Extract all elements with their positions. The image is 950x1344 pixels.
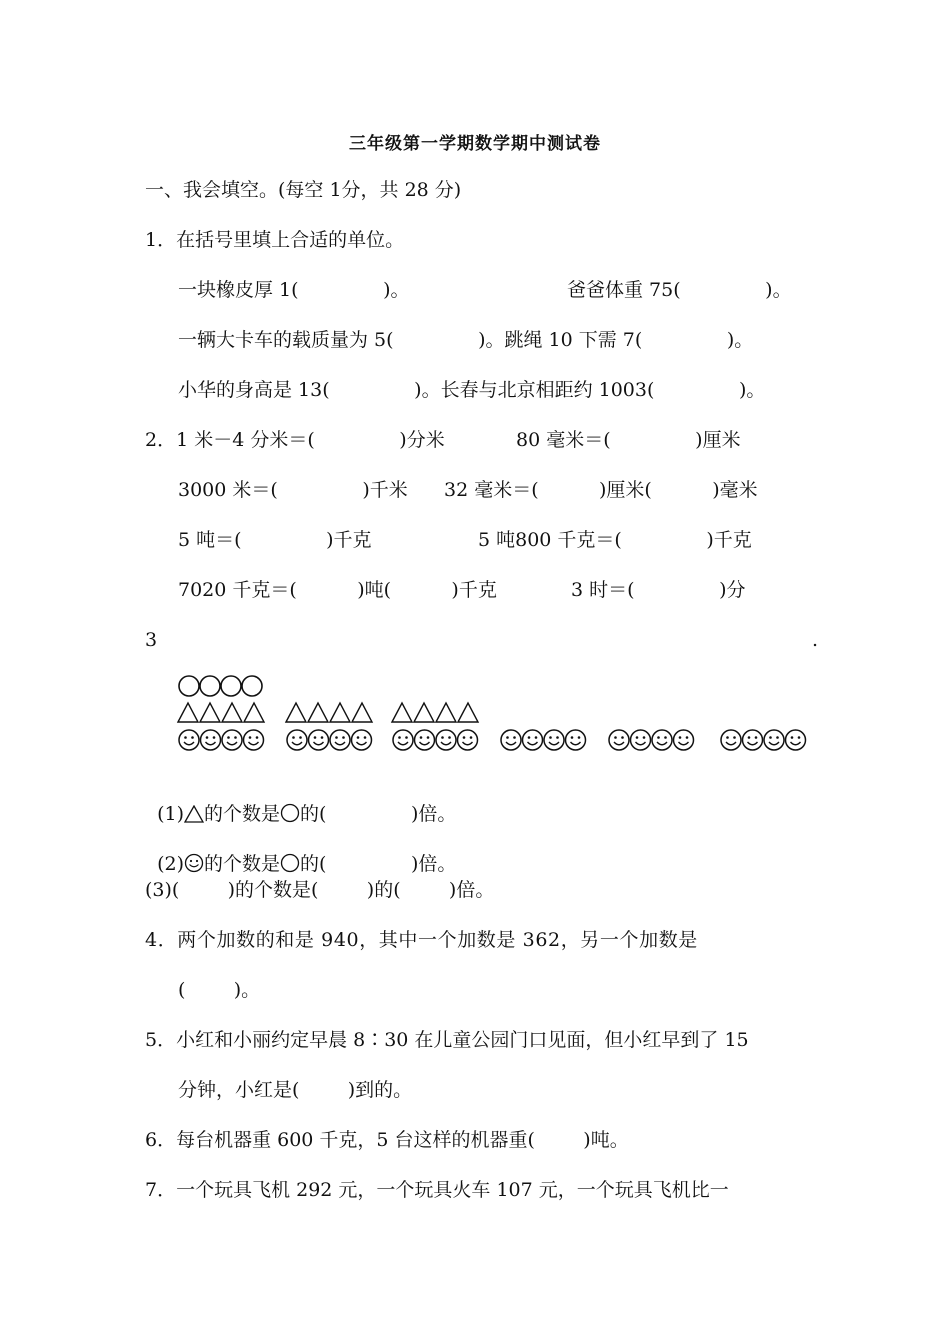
smiley-icon (352, 730, 372, 750)
smiley-icon (393, 730, 413, 750)
smiley-icon (436, 730, 456, 750)
q6-line-1: 6．每台机器重 600 千克，5 台这样的机器重( )吨。 (145, 1129, 629, 1151)
smiley-icon (523, 730, 543, 750)
q2-item-2: 80 毫米＝( )厘米 (516, 429, 741, 451)
smiley-groups-icon (176, 727, 816, 753)
q3-part-3: (3)( )的个数是( )的( )倍。 (145, 879, 495, 901)
smiley-icon (415, 730, 435, 750)
q3-part2-prefix: (2) (157, 853, 185, 875)
smiley-icon (764, 730, 784, 750)
q5-line-1: 5．小红和小丽约定早晨 8∶30 在儿童公园门口见面，但小红早到了 15 (145, 1029, 749, 1051)
smiley-icon (566, 730, 586, 750)
smiley-icon (458, 730, 478, 750)
smiley-icon (179, 730, 199, 750)
q3-part2-end: 的( )倍。 (300, 853, 457, 875)
q3-part1-end: 的( )倍。 (300, 803, 457, 825)
triangles-row (176, 700, 496, 724)
section-heading: 一、我会填空。(每空 1分，共 28 分) (145, 179, 462, 201)
smileys-row (176, 727, 816, 751)
q1-item-weight: 爸爸体重 75( )。 (567, 279, 792, 301)
q2-item-4: 32 毫米＝( )厘米( )毫米 (444, 479, 758, 501)
q4-line-2: ( )。 (178, 979, 261, 1001)
smiley-icon (743, 730, 763, 750)
triangle-groups-icon (176, 700, 496, 724)
q2-item-1: 2．1 米－4 分米＝( )分米 (145, 429, 445, 451)
q1-item-truck: 一辆大卡车的载质量为 5( )。跳绳 10 下需 7( )。 (178, 329, 754, 351)
q2-item-7: 7020 千克＝( )吨( )千克 (178, 579, 497, 601)
q2-item-8: 3 时＝( )分 (571, 579, 746, 601)
smiley-icon (609, 730, 629, 750)
smiley-icon (652, 730, 672, 750)
q5-line-2: 分钟，小红是( )到的。 (178, 1079, 413, 1101)
smiley-icon (544, 730, 564, 750)
q1-item-eraser: 一块橡皮厚 1( )。 (178, 279, 410, 301)
q1-item-height: 小华的身高是 13( )。长春与北京相距约 1003( )。 (178, 379, 766, 401)
q2-item-5: 5 吨＝( )千克 (178, 529, 372, 551)
q4-line-1: 4．两个加数的和是 940，其中一个加数是 362，另一个加数是 (145, 929, 698, 951)
q3-dot: . (812, 629, 819, 651)
smiley-icon (222, 730, 242, 750)
circle-icon (280, 853, 300, 873)
smiley-icon (309, 730, 329, 750)
circle-group-icon (178, 674, 268, 698)
q3-part1-text: 的个数是 (204, 803, 281, 825)
smiley-icon (330, 730, 350, 750)
triangle-icon (184, 805, 204, 823)
smiley-icon (631, 730, 651, 750)
q1-stem: 1．在括号里填上合适的单位。 (145, 229, 405, 251)
smiley-icon (721, 730, 741, 750)
smiley-icon (184, 853, 204, 873)
smiley-icon (244, 730, 264, 750)
page-title: 三年级第一学期数学期中测试卷 (349, 134, 601, 154)
smiley-icon (501, 730, 521, 750)
q3-part-1 (145, 778, 457, 825)
smiley-icon (201, 730, 221, 750)
circles-row (178, 674, 268, 698)
q3-part-2 (145, 828, 457, 875)
circle-icon (280, 803, 300, 823)
smiley-icon (786, 730, 806, 750)
q7-line-1: 7．一个玩具飞机 292 元，一个玩具火车 107 元，一个玩具飞机比一 (145, 1179, 729, 1201)
smiley-icon (674, 730, 694, 750)
q3-part1-prefix: (1) (157, 803, 185, 825)
q2-item-6: 5 吨800 千克＝( )千克 (478, 529, 752, 551)
q2-item-3: 3000 米＝( )千米 (178, 479, 408, 501)
smiley-icon (287, 730, 307, 750)
q3-number: 3 (145, 629, 158, 651)
q3-part2-text: 的个数是 (204, 853, 281, 875)
